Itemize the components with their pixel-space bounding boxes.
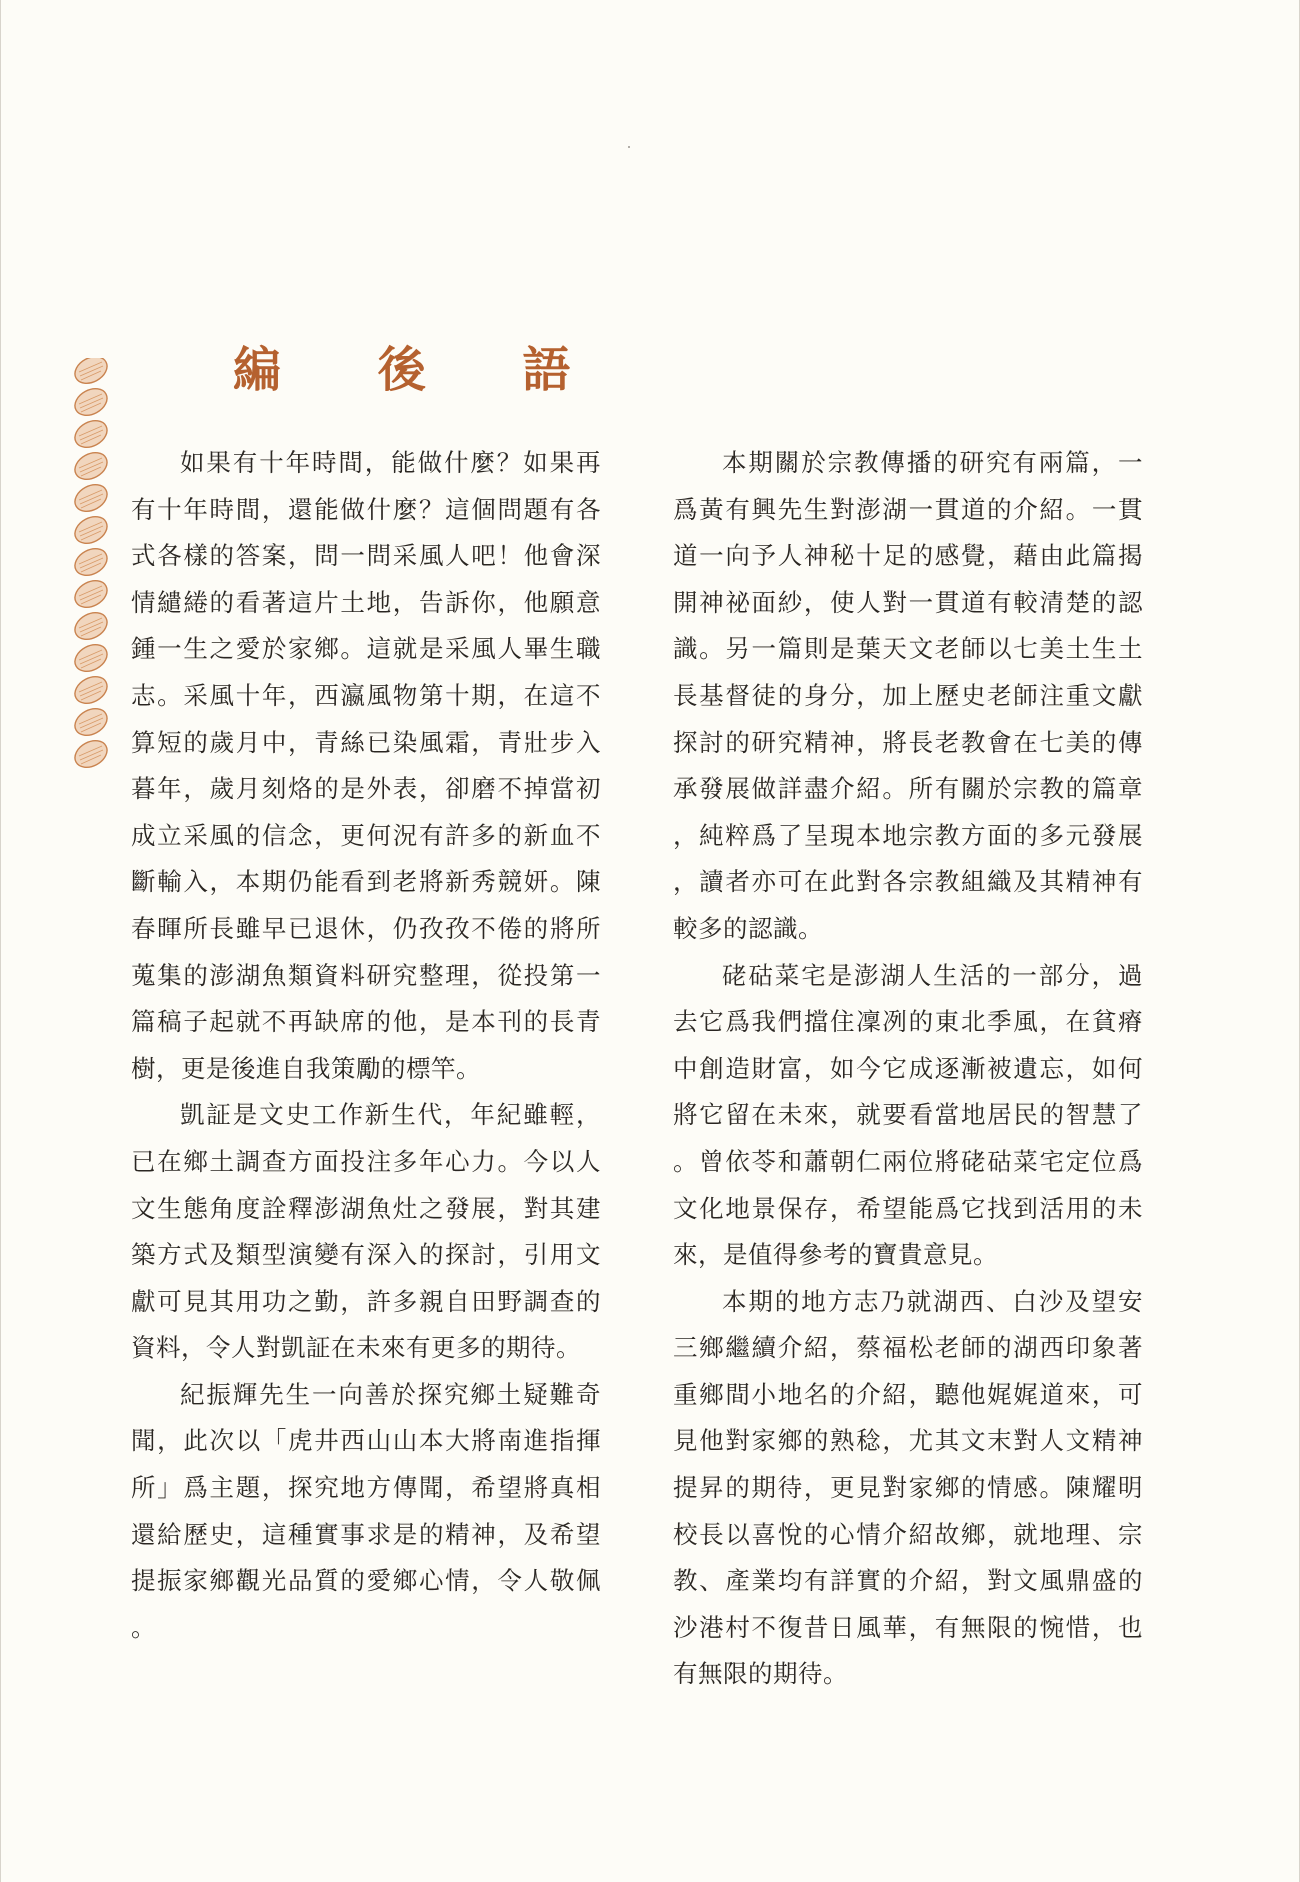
paragraph: 本期的地方志乃就湖西、白沙及望安三鄉繼續介紹，蔡福松老師的湖西印象著重鄉間小地名的介紹，聽他娓娓道來，可見他對家鄉的熟稔，尤其文末對人文精神提昇的期待，更見對家鄉的情感。陳耀明校長以喜悅的心情介紹故鄉，就地理、宗教、產業均有詳實的介紹，對文風鼎盛的沙港村不復昔日風華，有無限的惋惜，也有無限的期待。 [673,1286,1143,1689]
coin-stack-ornament-icon [71,358,111,770]
page-title: 編 後 語 [233,342,611,398]
paragraph: 紀振輝先生一向善於探究鄉土疑難奇聞，此次以「虎井西山山本大將南進指揮所」爲主題，探究地方傳聞，希望將真相還給歷史，這種實事求是的精神，及希望提振家鄉觀光品質的愛鄉心情，令人敬佩。 [131,1379,601,1642]
paragraph: 如果有十年時間，能做什麼？如果再有十年時間，還能做什麼？這個問題有各式各樣的答案，問一問采風人吧！他會深情繾綣的看著這片土地，告訴你，他願意鍾一生之愛於家鄉。這就是采風人畢生職志。采風十年，西瀛風物第十期，在這不算短的歲月中，青絲已染風霜，青壯步入暮年，歲月刻烙的是外表，卻磨不掉當初成立采風的信念，更何況有許多的新血不斷輸入，本期仍能看到老將新秀競妍。陳春暉所長雖早已退休，仍孜孜不倦的將所蒐集的澎湖魚類資料研究整理，從投第一篇稿子起就不再缺席的他，是本刊的長青樹，更是後進自我策勵的標竿。 [131,448,601,1083]
paragraph: 硓𥑮菜宅是澎湖人生活的一部分，過去它爲我們擋住凜冽的東北季風，在貧瘠中創造財富，如今它成逐漸被遺忘，如何將它留在未來，就要看當地居民的智慧了。曾依苓和蕭朝仁兩位將硓𥑮菜宅定位爲文化地景保存，希望能爲它找到活用的未來，是值得參考的寶貴意見。 [673,960,1143,1270]
right-column [673,440,1143,1698]
paragraph: 本期關於宗教傳播的研究有兩篇，一爲黃有興先生對澎湖一貫道的介紹。一貫道一向予人神秘十足的感覺，藉由此篇揭開神祕面紗，使人對一貫道有較清楚的認識。另一篇則是葉天文老師以七美土生土長基督徒的身分，加上歷史老師注重文獻探討的研究精神，將長老教會在七美的傳承發展做詳盡介紹。所有關於宗教的篇章，純粹爲了呈現本地宗教方面的多元發展，讀者亦可在此對各宗教組織及其精神有較多的認識。 [673,448,1143,943]
left-column [131,440,601,1651]
paragraph: 凱証是文史工作新生代，年紀雖輕，已在鄉土調查方面投注多年心力。今以人文生態角度詮釋澎湖魚灶之發展，對其建築方式及類型演變有深入的探討，引用文獻可見其用功之勤，許多親自田野調查的資料，令人對凱証在未來有更多的期待。 [131,1100,601,1363]
paper-speck [628,146,630,148]
